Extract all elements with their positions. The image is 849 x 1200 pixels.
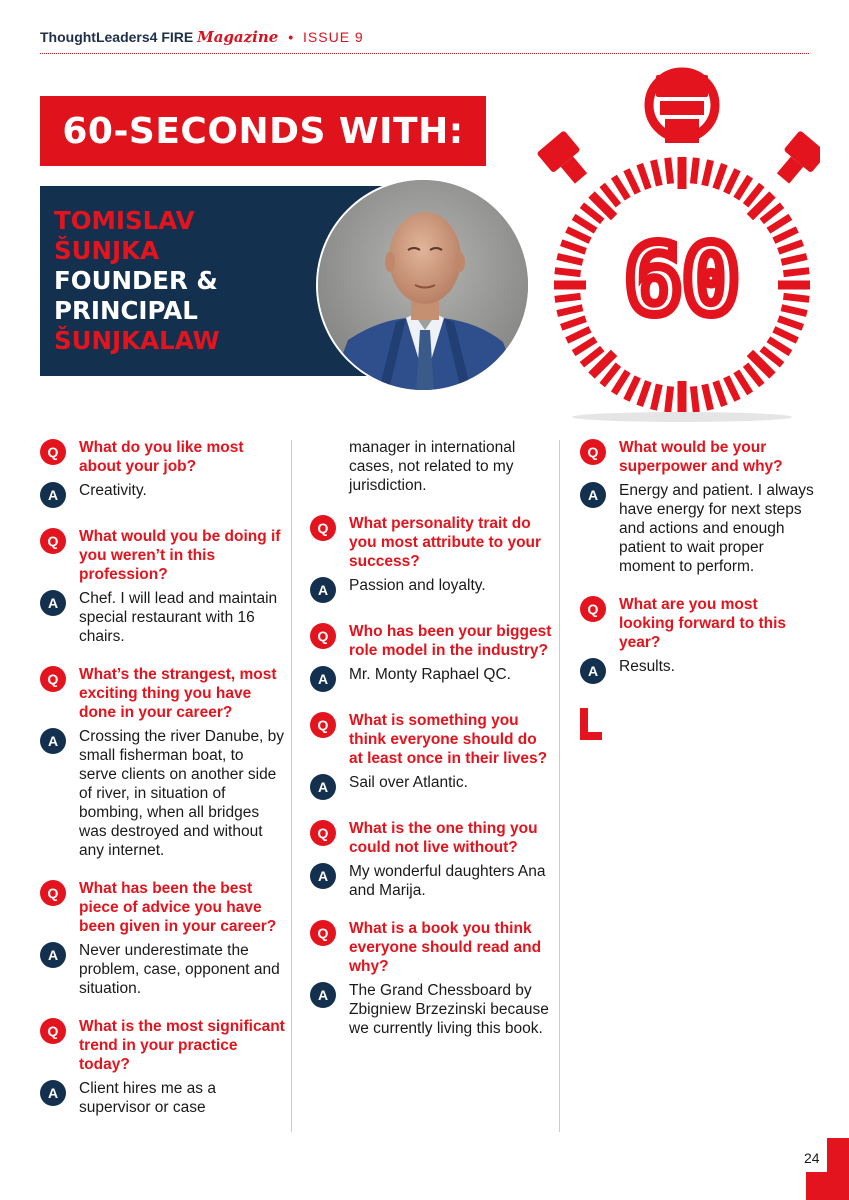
page-corner-bar <box>827 1138 849 1200</box>
qa-column-1 <box>40 438 285 1117</box>
answer-row <box>580 657 815 684</box>
dial-tick <box>574 339 596 353</box>
qa-column-2 <box>310 438 552 1038</box>
column-divider <box>291 440 292 1132</box>
question-row <box>310 622 552 660</box>
dial-tick <box>716 381 725 406</box>
answer-row <box>310 862 552 900</box>
dial-tick <box>778 243 803 252</box>
question-row <box>40 665 285 722</box>
question-badge: Q <box>40 1018 66 1044</box>
dial-tick <box>693 386 696 412</box>
answer-badge: A <box>40 1080 66 1106</box>
answer-row <box>310 981 552 1038</box>
dial-tick <box>561 243 586 252</box>
answer-row <box>310 576 552 603</box>
person-firm: ŠUNJKALAW <box>54 326 220 355</box>
brand-name: ThoughtLeaders4 FIRE <box>40 29 194 45</box>
answer-text: Never underestimate the problem, case, opponent and situation. <box>79 942 280 997</box>
dial-tick <box>627 377 638 400</box>
question-text: What do you like most about your job? <box>79 439 244 475</box>
column-divider <box>559 440 560 1132</box>
dial-tick <box>768 217 790 231</box>
question-row <box>310 711 552 768</box>
stopwatch-crown-button <box>656 75 708 97</box>
dial-tick <box>716 164 725 189</box>
dial-tick <box>654 160 660 185</box>
answer-badge: A <box>310 774 336 800</box>
dial-tick <box>783 271 809 274</box>
question-text: What is something you think everyone should do at least once in their lives? <box>349 712 548 767</box>
dial-tick <box>561 319 586 328</box>
question-row <box>310 919 552 976</box>
question-row <box>40 1017 285 1074</box>
question-text: What personality trait do you most attribute to your success? <box>349 515 542 570</box>
question-text: Who has been your biggest role model in the industry? <box>349 623 552 659</box>
title-banner <box>40 96 486 166</box>
question-row <box>580 595 815 652</box>
question-text: What would you be doing if you weren’t in this profession? <box>79 528 281 583</box>
answer-badge: A <box>310 577 336 603</box>
qa-column-3 <box>580 438 815 684</box>
page-corner-bar <box>806 1172 827 1200</box>
dial-tick <box>668 386 671 412</box>
dial-tick <box>567 329 590 340</box>
dial-tick <box>567 230 590 241</box>
page-number: 24 <box>804 1150 820 1166</box>
dial-tick <box>614 371 628 393</box>
dial-tick <box>555 296 581 299</box>
answer-row <box>40 941 285 998</box>
dial-tick <box>726 170 737 193</box>
answer-badge: A <box>310 666 336 692</box>
question-text: What has been the best piece of advice you have been given in your career? <box>79 880 277 935</box>
answer-badge: A <box>580 482 606 508</box>
answer-continuation: manager in international cases, not related to my jurisdiction. <box>349 439 516 494</box>
answer-text: Passion and loyalty. <box>349 577 486 594</box>
question-row <box>40 527 285 584</box>
person-role-line2: PRINCIPAL <box>54 296 198 325</box>
dial-tick <box>614 177 628 199</box>
question-badge: Q <box>40 880 66 906</box>
question-badge: Q <box>580 439 606 465</box>
answer-row <box>40 589 285 646</box>
answer-badge: A <box>580 658 606 684</box>
person-last-name: ŠUNJKA <box>54 236 160 265</box>
answer-text: The Grand Chessboard by Zbigniew Brzezinski because we currently living this book. <box>349 982 549 1037</box>
dial-tick <box>705 384 711 409</box>
answer-text: Creativity. <box>79 482 147 499</box>
answer-row <box>310 773 552 800</box>
portrait-photo <box>316 178 530 392</box>
answer-text: My wonderful daughters Ana and Marija. <box>349 863 546 899</box>
answer-text: Crossing the river Danube, by small fisherman boat, to serve clients on another side of river, in situation of bombing, when all bridges was destroyed and without any internet. <box>79 728 285 859</box>
dial-tick <box>668 158 671 184</box>
dial-tick <box>574 217 596 231</box>
dial-tick <box>627 170 638 193</box>
dial-tick <box>774 329 797 340</box>
question-badge: Q <box>40 528 66 554</box>
question-text: What is a book you think everyone should read and why? <box>349 920 542 975</box>
end-mark-icon <box>580 708 602 740</box>
dial-tick <box>557 257 582 263</box>
answer-badge: A <box>40 482 66 508</box>
answer-row <box>40 727 285 860</box>
dial-tick <box>654 384 660 409</box>
answer-badge: A <box>40 590 66 616</box>
question-row <box>40 879 285 936</box>
dial-tick <box>781 308 806 314</box>
answer-badge: A <box>40 942 66 968</box>
magazine-label: Magazine <box>197 28 279 46</box>
question-row <box>310 514 552 571</box>
answer-row <box>310 665 552 692</box>
question-badge: Q <box>310 920 336 946</box>
dial-tick <box>783 296 809 299</box>
question-badge: Q <box>310 623 336 649</box>
answer-row <box>40 481 285 508</box>
question-badge: Q <box>310 515 336 541</box>
stopwatch-number: 60 <box>624 224 740 336</box>
answer-text: Energy and patient. I always have energy for next steps and actions and enough patient to wait proper moment to perform. <box>619 482 814 575</box>
answer-text: Client hires me as a supervisor or case <box>79 1080 216 1116</box>
question-text: What is the one thing you could not live without? <box>349 820 538 856</box>
question-badge: Q <box>310 712 336 738</box>
question-text: What’s the strangest, most exciting thing you have done in your career? <box>79 666 277 721</box>
person-first-name: TOMISLAV <box>54 206 195 235</box>
question-row <box>310 819 552 857</box>
answer-text: Chef. I will lead and maintain special restaurant with 16 chairs. <box>79 590 278 645</box>
stopwatch-graphic <box>525 35 820 425</box>
answer-row <box>580 481 815 576</box>
answer-row <box>40 1079 285 1117</box>
question-text: What is the most significant trend in your practice today? <box>79 1018 285 1073</box>
answer-text: Sail over Atlantic. <box>349 774 468 791</box>
dial-tick <box>778 319 803 328</box>
magazine-header <box>40 28 364 46</box>
question-badge: Q <box>310 820 336 846</box>
dial-tick <box>736 177 750 199</box>
answer-badge: A <box>40 728 66 754</box>
dial-tick <box>640 164 649 189</box>
answer-text: Mr. Monty Raphael QC. <box>349 666 511 683</box>
dial-tick <box>557 308 582 314</box>
question-text: What would be your superpower and why? <box>619 439 783 475</box>
question-row <box>580 438 815 476</box>
question-badge: Q <box>40 439 66 465</box>
person-role-line1: FOUNDER & <box>54 266 218 295</box>
page-title: 60-SECONDS WITH: <box>62 110 464 152</box>
dial-tick <box>693 158 696 184</box>
question-row <box>40 438 285 476</box>
question-badge: Q <box>40 666 66 692</box>
question-text: What are you most looking forward to this year? <box>619 596 787 651</box>
dial-tick <box>736 371 750 393</box>
dial-tick <box>768 339 790 353</box>
question-badge: Q <box>580 596 606 622</box>
issue-label: ISSUE 9 <box>303 29 364 45</box>
answer-text: Results. <box>619 658 675 675</box>
dial-tick <box>640 381 649 406</box>
header-separator: • <box>288 29 294 45</box>
dial-tick <box>555 271 581 274</box>
dial-tick <box>705 160 711 185</box>
dial-tick <box>726 377 737 400</box>
answer-badge: A <box>310 863 336 889</box>
dial-tick <box>781 257 806 263</box>
answer-badge: A <box>310 982 336 1008</box>
dial-tick <box>774 230 797 241</box>
